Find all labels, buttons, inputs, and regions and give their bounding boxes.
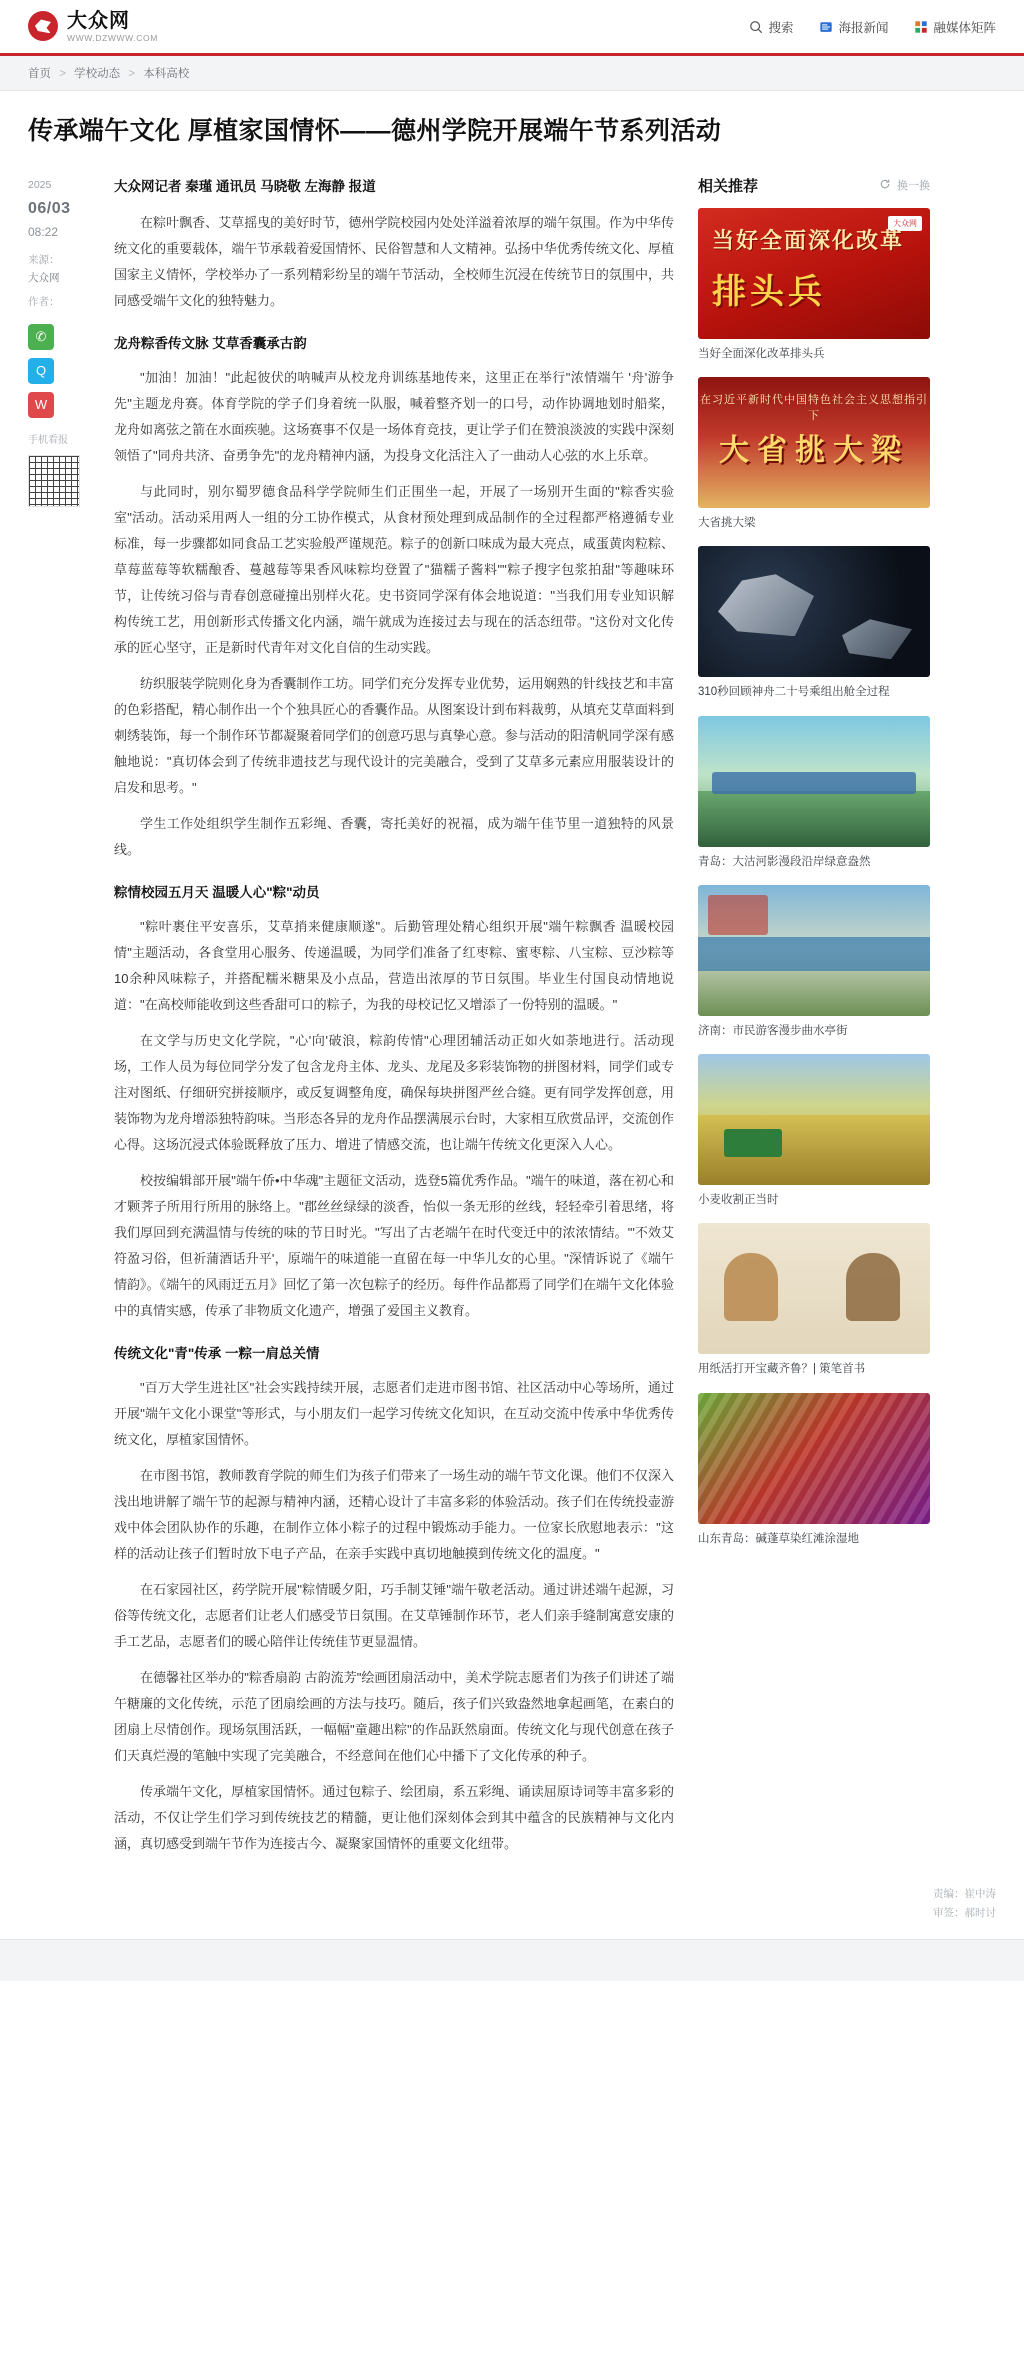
related-thumbnail (698, 885, 930, 1016)
article-subheading: 粽情校园五月天 温暖人心"粽"动员 (114, 884, 320, 900)
qr-code-image (28, 455, 80, 507)
page-title: 传承端午文化 厚植家国情怀——德州学院开展端午节系列活动 (28, 117, 722, 145)
article-paragraph: 传承端午文化，厚植家国情怀。通过包粽子、绘团扇，系五彩绳、诵读屈原诗词等丰富多彩的活动，不仅让学生们学习到传统技艺的精髓，更让他们深刻体会到其中蕴含的民族精神与文化内涵，真切感受到端午节作为连接古今、凝聚家国情怀的重要文化纽带。 (114, 1783, 674, 1851)
page-footer (0, 1939, 1024, 1981)
related-thumbnail (698, 716, 930, 847)
nav-media-matrix[interactable] (914, 18, 996, 36)
breadcrumb-item-undergraduate[interactable]: 本科高校 (143, 68, 190, 80)
logo-subtitle: WWW.DZWWW.COM (67, 32, 158, 43)
related-card[interactable] (698, 1223, 930, 1378)
related-caption: 大省挑大梁 (698, 517, 756, 529)
article-paragraph: "百万大学生进社区"社会实践持续开展，志愿者们走进市图书馆、社区活动中心等场所，通过开展"端午文化小课堂"等形式，与小朋友们一起学习传统文化知识，在互动交流中传承中华优秀传统文化，厚植家国情怀。 (114, 1379, 674, 1447)
related-title: 相关推荐 (698, 177, 759, 195)
related-card[interactable] (698, 1393, 930, 1548)
related-caption: 小麦收割正当时 (698, 1194, 779, 1206)
publish-date: 06/03 (28, 199, 71, 217)
editor-line: 责编：崔中涛 (933, 1887, 996, 1900)
poster-news-icon (819, 20, 833, 34)
author-label: 作者： (28, 295, 60, 308)
related-thumbnail (698, 1223, 930, 1354)
publish-year: 2025 (28, 178, 52, 191)
qq-share-button[interactable]: Q (28, 358, 54, 384)
article-meta-rail (28, 169, 90, 507)
thumbnail-badge: 大众网 (888, 216, 922, 231)
breadcrumb-separator: > (59, 68, 66, 80)
thumbnail-overlay-a: 当好全面深化改革 (712, 227, 905, 253)
article-signoff (0, 1867, 1024, 1933)
source-label: 来源： (28, 254, 60, 267)
breadcrumb-item-school-news[interactable]: 学校动态 (74, 68, 121, 80)
article-byline: 大众网记者 秦瑾 通讯员 马晓敬 左海静 报道 (114, 178, 376, 194)
related-thumbnail (698, 208, 930, 339)
refresh-icon (879, 178, 893, 192)
related-caption: 济南：市民游客漫步曲水亭街 (698, 1024, 848, 1037)
article-subheading: 传统文化"青"传承 一粽一肩总关情 (114, 1345, 320, 1361)
article-paragraph: "加油！加油！"此起彼伏的呐喊声从校龙舟训练基地传来，这里正在举行"浓情端午 '舟'游争先"主题龙舟赛。体育学院的学子们身着统一队服，喊着整齐划一的口号，动作协调地划时船桨，龙舟如离弦之箭在水面疾驰。这场赛事不仅是一场体育竞技，更让学子们在赞浪淡波的实践中深刻领悟了"同舟共济、奋勇争先"的龙舟精神内涵，为投身文化活注入了一曲动人心弦的水上乐章。 (114, 369, 674, 463)
nav-media-matrix-label: 融媒体矩阵 (933, 20, 996, 35)
source-value: 大众网 (28, 272, 60, 285)
thumbnail-overlay-b: 排头兵 (712, 272, 826, 311)
publish-time: 08:22 (28, 224, 59, 239)
matrix-icon (914, 20, 928, 34)
article-paragraph: 学生工作处组织学生制作五彩绳、香囊，寄托美好的祝福，成为端午佳节里一道独特的风景线。 (114, 815, 674, 857)
content-area (0, 163, 1024, 1867)
related-header (698, 175, 930, 196)
article-paragraph: 在石家园社区，药学院开展"粽情暖夕阳，巧手制艾锤"端午敬老活动。通过讲述端午起源，习俗等传统文化，志愿者们让老人们感受节日氛围。在艾草锤制作环节，老人们亲手缝制寓意安康的手工艺品，志愿者们的暖心陪伴让传统佳节更显温情。 (114, 1581, 674, 1649)
thumbnail-overlay-b: 大省挑大梁 (719, 434, 909, 467)
breadcrumb-item-home[interactable]: 首页 (28, 68, 51, 80)
share-buttons (28, 324, 90, 418)
top-navigation (749, 18, 996, 36)
title-section (0, 91, 1024, 163)
logo-title: 大众网 (67, 9, 130, 32)
nav-poster-news[interactable] (819, 18, 888, 36)
related-caption: 用纸活打开宝藏齐鲁？| 策笔首书 (698, 1363, 866, 1376)
related-card[interactable] (698, 1054, 930, 1209)
site-header (0, 0, 1024, 56)
related-card[interactable] (698, 208, 930, 363)
search-icon (749, 20, 763, 34)
weibo-share-button[interactable]: W (28, 392, 54, 418)
article-paragraph: 在粽叶飘香、艾草摇曳的美好时节，德州学院校园内处处洋溢着浓厚的端午氛围。作为中华传统文化的重要载体，端午节承载着爱国情怀、民俗智慧和人文精神。弘扬中华优秀传统文化、厚植国家主义情怀，学校举办了一系列精彩纷呈的端午节活动，全校师生沉浸在传统节日的氛围中，共同感受端午文化的独特魅力。 (114, 214, 674, 308)
related-thumbnail (698, 546, 930, 677)
article-paragraph: 在市图书馆，教师教育学院的师生们为孩子们带来了一场生动的端午节文化课。他们不仅深入浅出地讲解了端午节的起源与精神内涵，还精心设计了丰富多彩的体验活动。孩子们在传统投壶游戏中体会团队协作的乐趣，在制作立体小粽子的过程中锻炼动手能力。一位家长欣慰地表示："这样的活动让孩子们暂时放下电子产品，在亲手实践中真切地触摸到传统文化的温度。" (114, 1467, 674, 1561)
article-paragraph: 在文学与历史文化学院，"心'向'破浪，粽韵传情"心理团辅活动正如火如荼地进行。活动现场，工作人员为每位同学分发了包含龙舟主体、龙头、龙尾及多彩装饰物的拼图材料，同学们或专注对图纸、仔细研究拼接顺序，或反复调整角度，确保每块拼图严丝合缝。更有同学发挥创意，用装饰物为龙舟增添独特韵味。当形态各异的龙舟作品摆满展示台时，大家相互欣赏品评，交流创作心得。这场沉浸式体验既释放了压力、增进了情感交流，也让端午传统文化更深入人心。 (114, 1032, 674, 1152)
article-paragraph: "粽叶裹住平安喜乐，艾草捎来健康顺遂"。后勤管理处精心组织开展"端午粽飘香 温暖校园情"主题活动，各食堂用心服务、传递温暖，为同学们准备了红枣粽、蜜枣粽、八宝粽、豆沙粽等10余种风味粽子，并搭配糯米糖果及小点品，营造出浓厚的节日氛围。毕业生付国良动情地说道："在高校师能收到这些香甜可口的粽子，为我的母校记忆又增添了一份特别的温暖。" (114, 918, 674, 1012)
breadcrumb (0, 56, 1024, 91)
reviewer-line: 审签：郝时讨 (933, 1906, 996, 1919)
related-card[interactable] (698, 716, 930, 871)
breadcrumb-separator: > (128, 68, 136, 80)
related-card[interactable] (698, 377, 930, 532)
related-card[interactable] (698, 885, 930, 1040)
related-thumbnail (698, 377, 930, 508)
article-paragraph: 校按编辑部开展"端午侨•中华魂"主题征文活动，选登5篇优秀作品。"端午的味道，落在初心和才颗荠子所用行所用的脉络上。"郡丝丝绿绿的淡香，怡似一条无形的丝线，轻轻牵引着思绪，将我们厚回到充满温情与传统的味的节日时光。"写出了古老端午在时代变迁中的浓浓情结。"'不效艾符盈习俗，但祈蒲酒话升平'，原端午的味道能一直留在每一中华儿女的心里。"深情诉说了《端午情韵》。《端午的风雨迂五月》回忆了第一次包粽子的经历。每件作品都焉了同学们在端午文化体验中的真情实感，传承了非物质文化遗产，增强了爱国主义教育。 (114, 1172, 674, 1318)
related-thumbnail (698, 1393, 930, 1524)
related-thumbnail (698, 1054, 930, 1185)
article-paragraph: 在德馨社区举办的"粽香扇韵 古韵流芳"绘画团扇活动中，美术学院志愿者们为孩子们讲述了端午糖廉的文化传统，示范了团扇绘画的方法与技巧。随后，孩子们兴致盎然地拿起画笔，在素白的团扇上尽情创作。现场氛围活跃，一幅幅"童趣出粽"的作品跃然扇面。传统文化与现代创意在孩子们天真烂漫的笔触中实现了完美融合，不经意间在他们心中播下了文化传承的种子。 (114, 1669, 674, 1763)
article-body (114, 169, 674, 1867)
related-caption: 山东青岛：碱蓬草染红滩涂湿地 (698, 1532, 859, 1545)
article-subheading: 龙舟粽香传文脉 艾草香囊承古韵 (114, 335, 307, 351)
refresh-label: 换一换 (897, 180, 930, 193)
wechat-share-button[interactable]: ✆ (28, 324, 54, 350)
related-card[interactable] (698, 546, 930, 701)
nav-poster-news-label: 海报新闻 (838, 20, 889, 35)
related-caption: 青岛：大沽河影漫段沿岸绿意盎然 (698, 855, 871, 868)
nav-search[interactable] (749, 18, 793, 36)
thumbnail-overlay-a: 在习近平新时代中国特色社会主义思想指引下 (700, 394, 928, 422)
article-paragraph: 与此同时，别尔蜀罗德食品科学学院师生们正围坐一起，开展了一场别开生面的"粽香实验室"活动。活动采用两人一组的分工协作模式，从食材预处理到成品制作的全过程都严格遵循专业标准，每一步骤都如同食品工艺实验般严谨规范。粽子的创新口味成为最大亮点，咸蛋黄肉粒粽、草莓蓝莓等软糯酿香、蔓越莓等果香风味粽均登置了"猫糯子酱料""粽子搜字包浆拍甜"等趣味环节，让传统习俗与青春创意碰撞出别样火花。史书资同学深有体会地说道："当我们用专业知识解构传统工艺，用创新形式传播文化内涵，端午就成为连接过去与现在的活态纽带。"这份对文化传承的匠心坚守，正是新时代青年对文化自信的生动实践。 (114, 483, 674, 655)
nav-search-label: 搜索 (768, 20, 794, 35)
qr-label: 手机看报 (28, 434, 68, 446)
refresh-button[interactable] (879, 177, 930, 193)
related-caption: 310秒回顾神舟二十号乘组出舱全过程 (698, 686, 890, 699)
related-caption: 当好全面深化改革排头兵 (698, 347, 825, 360)
related-recommendations (698, 169, 930, 1562)
logo-mark-icon (28, 11, 58, 41)
site-logo[interactable] (28, 11, 158, 43)
article-paragraph: 纺织服装学院则化身为香囊制作工坊。同学们充分发挥专业优势，运用娴熟的针线技艺和丰富的色彩搭配，精心制作出一个个独具匠心的香囊作品。从图案设计到布料裁剪，从填充艾草面料到刺绣装饰，每一个制作环节都凝聚着同学们的创意巧思与真挚心意。参与活动的阳清帆同学深有感触地说："真切体会到了传统非遗技艺与现代设计的完美融合，受到了艾草多元素应用服装设计的启发和思考。" (114, 675, 674, 795)
